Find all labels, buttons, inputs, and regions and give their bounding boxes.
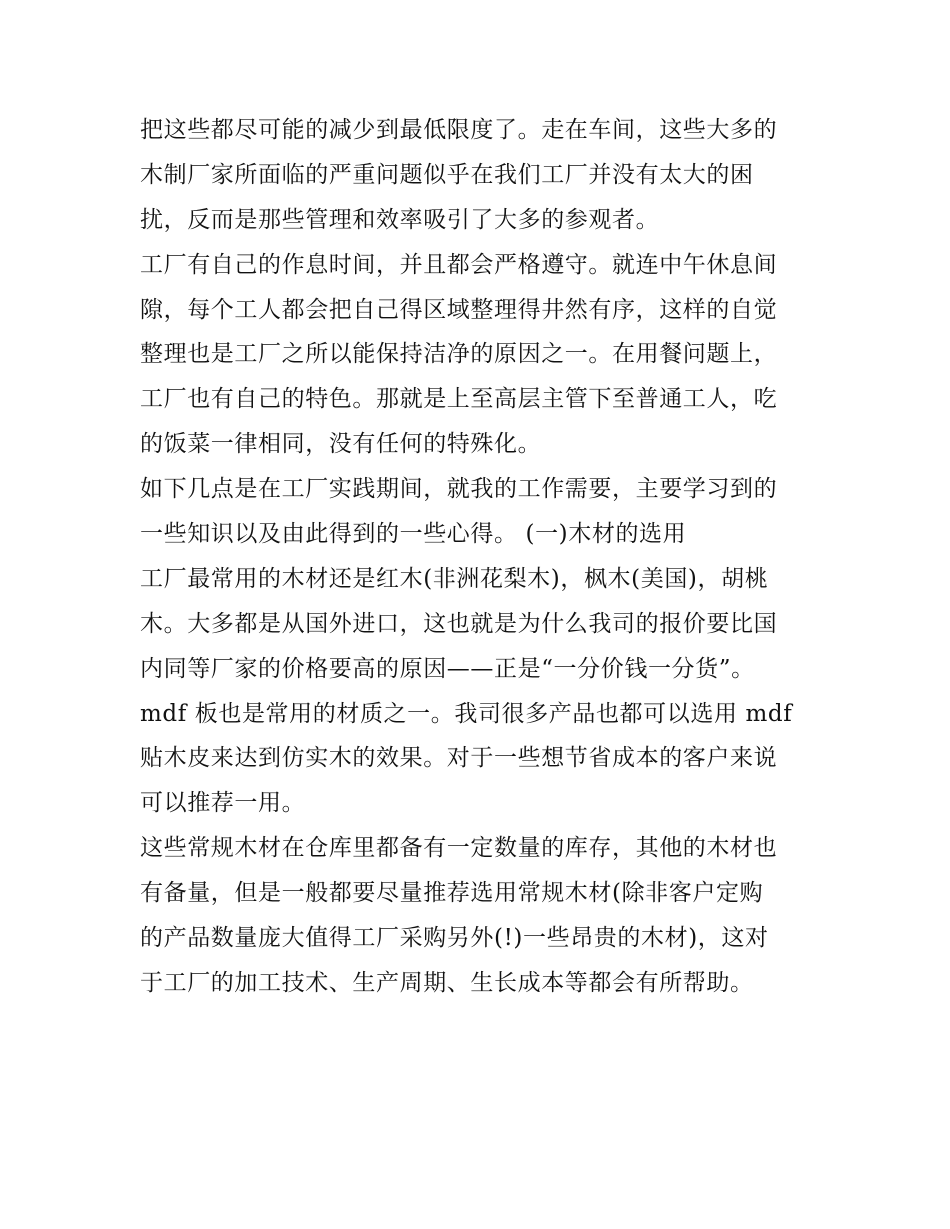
text-line: 木制厂家所面临的严重问题似乎在我们工厂并没有太大的困	[140, 161, 754, 188]
text-line: 的饭菜一律相同，没有任何的特殊化。	[140, 431, 542, 458]
text-line: 把这些都尽可能的减少到最低限度了。走在车间，这些大多的	[140, 117, 778, 143]
text-line: 整理也是工厂之所以能保持洁净的原因之一。在用餐问题上，	[140, 341, 778, 368]
text-line: 一些知识以及由此得到的一些心得。 (一)木材的选用	[140, 521, 687, 548]
text-line: 贴木皮来达到仿实木的效果。对于一些想节省成本的客户来说	[140, 745, 778, 772]
text-line: 工厂也有自己的特色。那就是上至高层主管下至普通工人，吃	[140, 386, 778, 413]
text-line: 的产品数量庞大值得工厂采购另外(!)一些昂贵的木材)，这对	[140, 925, 769, 952]
text-line: 于工厂的加工技术、生产周期、生长成本等都会有所帮助。	[140, 969, 754, 996]
text-line: mdf 板也是常用的材质之一。我司很多产品也都可以选用 mdf	[140, 700, 793, 727]
text-line: 木。大多都是从国外进口，这也就是为什么我司的报价要比国	[140, 610, 778, 637]
text-line: 这些常规木材在仓库里都备有一定数量的库存，其他的木材也	[140, 835, 778, 862]
text-line: 工厂最常用的木材还是红木(非洲花梨木)，枫木(美国)，胡桃	[140, 565, 769, 592]
text-line: 可以推荐一用。	[140, 790, 306, 817]
text-line: 扰，反而是那些管理和效率吸引了大多的参观者。	[140, 206, 660, 233]
text-line: 内同等厂家的价格要高的原因——正是“一分价钱一分货”。	[140, 655, 755, 682]
document-body	[140, 108, 812, 1006]
text-line: 工厂有自己的作息时间，并且都会严格遵守。就连中午休息间	[140, 251, 778, 278]
text-line: 有备量，但是一般都要尽量推荐选用常规木材(除非客户定购	[140, 880, 764, 907]
text-line: 如下几点是在工厂实践期间，就我的工作需要，主要学习到的	[140, 476, 778, 503]
text-line: 隙，每个工人都会把自己得区域整理得井然有序，这样的自觉	[140, 296, 778, 323]
